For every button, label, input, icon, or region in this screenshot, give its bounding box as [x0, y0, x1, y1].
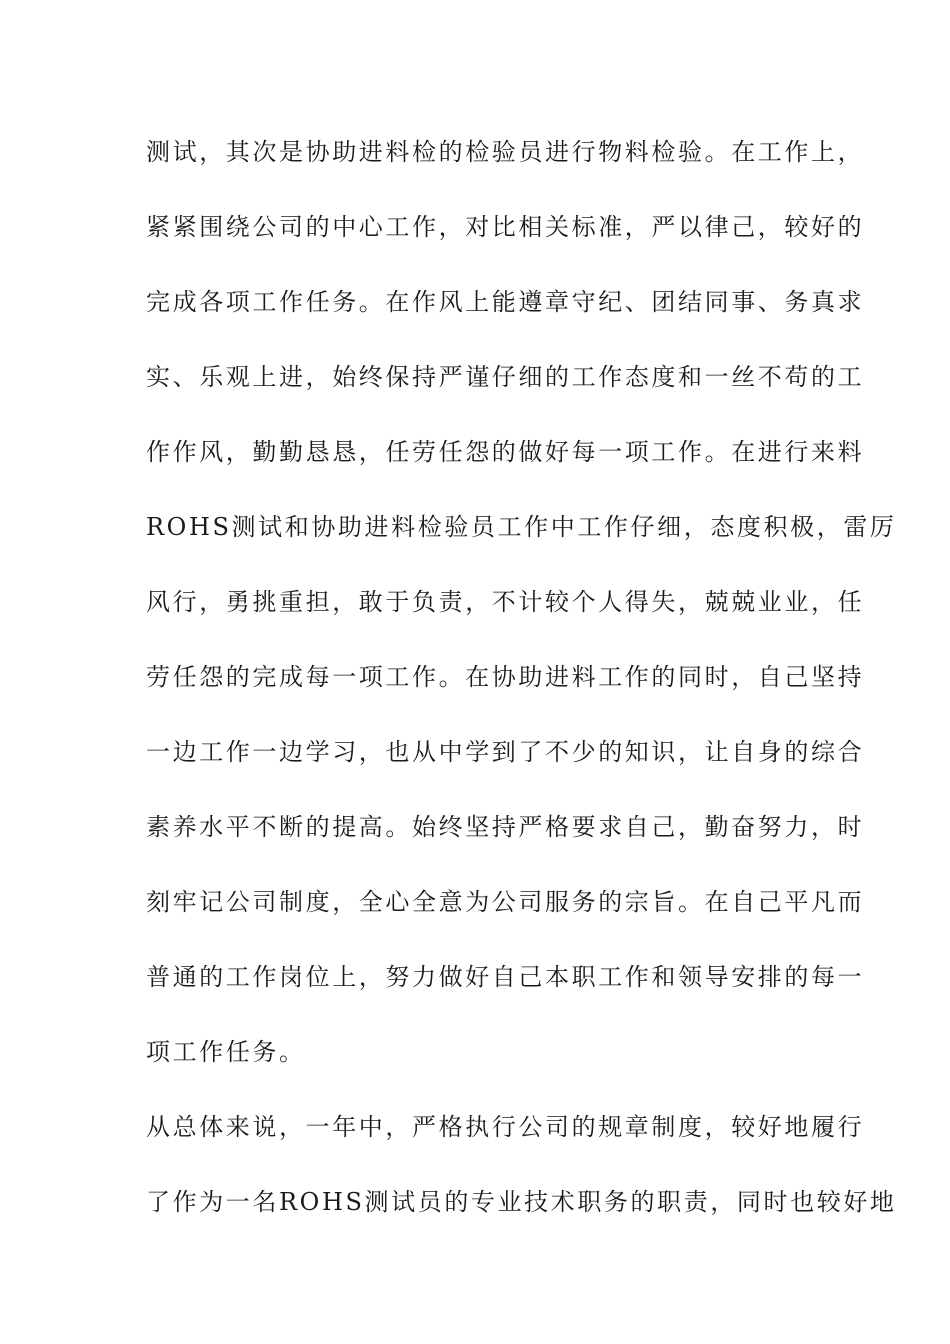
text-line: 项工作任务。 [146, 1038, 306, 1066]
text-line: 作作风，勤勤恳恳，任劳任怨的做好每一项工作。在进行来料 [146, 438, 865, 466]
document-body [146, 128, 897, 1253]
text-line: 风行，勇挑重担，敢于负责，不计较个人得失，兢兢业业，任 [146, 588, 865, 616]
text-line: 实、乐观上进，始终保持严谨仔细的工作态度和一丝不苟的工 [146, 363, 865, 391]
text-line: 从总体来说，一年中，严格执行公司的规章制度，较好地履行 [146, 1113, 865, 1141]
text-line: 素养水平不断的提高。始终坚持严格要求自己，勤奋努力，时 [146, 813, 865, 841]
text-line: 一边工作一边学习，也从中学到了不少的知识，让自身的综合 [146, 738, 865, 766]
text-line: 测试，其次是协助进料检的检验员进行物料检验。在工作上， [146, 138, 865, 166]
text-line: 了作为一名ROHS测试员的专业技术职务的职责，同时也较好地 [146, 1188, 897, 1216]
paragraph-1 [146, 128, 897, 1103]
text-line: ROHS测试和协助进料检验员工作中工作仔细，态度积极，雷厉 [146, 513, 897, 541]
text-line: 普通的工作岗位上，努力做好自己本职工作和领导安排的每一 [146, 963, 865, 991]
text-line: 劳任怨的完成每一项工作。在协助进料工作的同时，自己坚持 [146, 663, 865, 691]
text-line: 紧紧围绕公司的中心工作，对比相关标准，严以律己，较好的 [146, 213, 865, 241]
text-line: 刻牢记公司制度，全心全意为公司服务的宗旨。在自己平凡而 [146, 888, 865, 916]
text-line: 完成各项工作任务。在作风上能遵章守纪、团结同事、务真求 [146, 288, 865, 316]
paragraph-2 [146, 1103, 897, 1253]
